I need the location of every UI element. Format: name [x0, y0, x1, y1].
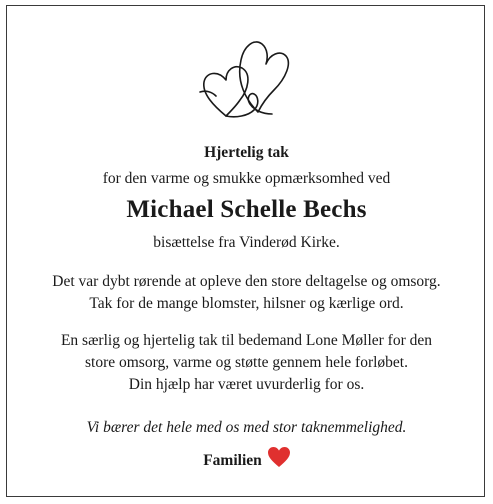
- paragraph-2-line: store omsorg, varme og støtte gennem hele forløbet.: [85, 354, 408, 371]
- funeral-line: bisættelse fra Vinderød Kirke.: [153, 234, 340, 251]
- paragraph-1-line: Det var dybt rørende at opleve den store deltagelse og omsorg.: [52, 273, 441, 290]
- red-heart-icon: [268, 447, 290, 468]
- signature: Familien: [203, 452, 262, 469]
- heading: Hjertelig tak: [204, 144, 289, 161]
- intertwined-hearts-icon: [196, 30, 296, 125]
- deceased-name: Michael Schelle Bechs: [126, 196, 367, 223]
- paragraph-1-line: Tak for de mange blomster, hilsner og kærlige ord.: [89, 295, 404, 312]
- paragraph-2-line: Din hjælp har været uvurderlig for os.: [128, 376, 365, 393]
- paragraph-1: [0, 271, 493, 315]
- closing-quote: Vi bærer det hele med os med stor taknemmelighed.: [86, 419, 407, 436]
- paragraph-2: [0, 330, 493, 396]
- paragraph-2-line: En særlig og hjertelig tak til bedemand Lone Møller for den: [60, 332, 433, 349]
- signature-line: [0, 447, 493, 470]
- subheading: for den varme og smukke opmærksomhed ved: [102, 170, 391, 187]
